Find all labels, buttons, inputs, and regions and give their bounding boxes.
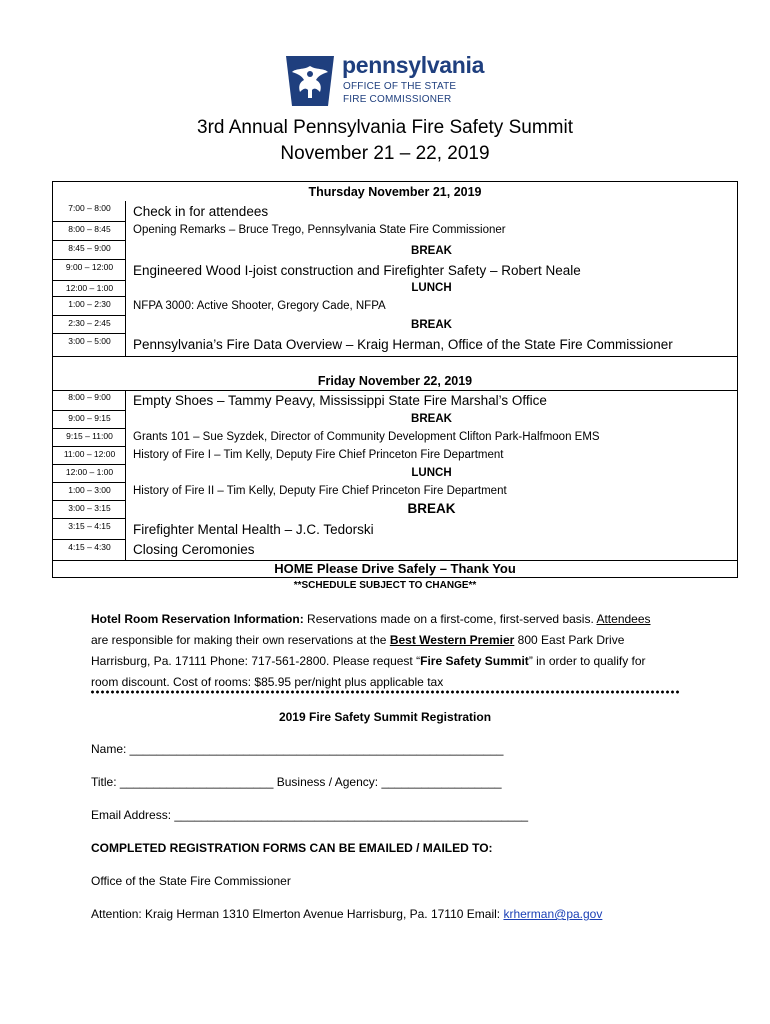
hotel-text: 800 East Park Drive xyxy=(514,633,625,647)
time-text: 3:00 – 3:15 xyxy=(68,503,111,513)
table-row xyxy=(53,281,737,297)
thursday-heading: Thursday November 21, 2019 xyxy=(308,185,482,199)
schedule-note: **SCHEDULE SUBJECT TO CHANGE** xyxy=(293,580,477,591)
logo-subtitle-1: OFFICE OF THE STATE xyxy=(343,81,457,92)
session-text: Check in for attendees xyxy=(133,204,269,219)
attention-text: Attention: Kraig Herman 1310 Elmerton Avenue Harrisburg, Pa. 17110 Email: xyxy=(91,907,504,921)
time-text: 1:00 – 3:00 xyxy=(68,485,111,495)
event-dates: November 21 – 22, 2019 xyxy=(280,143,490,164)
time-cell xyxy=(53,501,126,519)
time-text: 8:00 – 8:45 xyxy=(68,224,111,234)
keystone-eagle-icon xyxy=(284,54,336,108)
logo-subtitle-2: FIRE COMMISSIONER xyxy=(343,94,452,105)
time-cell xyxy=(53,222,126,241)
table-row xyxy=(53,260,737,281)
hotel-text: Reservations made on a first-come, first-served basis. xyxy=(303,612,597,626)
session-text: Firefighter Mental Health – J.C. Tedorski xyxy=(133,522,374,537)
time-cell xyxy=(53,540,126,560)
office-name: Office of the State Fire Commissioner xyxy=(91,874,291,888)
hotel-text: are responsible for making their own reservations at the xyxy=(91,633,390,647)
lunch-label: LUNCH xyxy=(411,467,452,479)
break-label: BREAK xyxy=(411,245,452,257)
table-row xyxy=(53,316,737,334)
request-text: Fire Safety Summit xyxy=(420,654,529,668)
email-field[interactable]: Email Address: _____________________________________________________ xyxy=(91,808,529,822)
table-row xyxy=(53,411,737,429)
time-cell xyxy=(53,316,126,334)
time-text: 12:00 – 1:00 xyxy=(65,283,114,293)
time-text: 11:00 – 12:00 xyxy=(63,449,116,459)
session-text: Engineered Wood I-joist construction and Firefighter Safety – Robert Neale xyxy=(133,263,581,278)
time-cell xyxy=(53,297,126,316)
time-text: 1:00 – 2:30 xyxy=(68,299,111,309)
table-row xyxy=(53,501,737,519)
time-cell xyxy=(53,483,126,501)
registration-heading: 2019 Fire Safety Summit Registration xyxy=(278,710,492,724)
time-text: 8:45 – 9:00 xyxy=(68,243,111,253)
session-text: Empty Shoes – Tammy Peavy, Mississippi State Fire Marshal’s Office xyxy=(133,393,547,408)
time-cell xyxy=(53,429,126,447)
time-text: 9:00 – 9:15 xyxy=(68,413,111,423)
table-row xyxy=(53,334,737,356)
dotted-divider xyxy=(90,690,680,694)
time-text: 4:15 – 4:30 xyxy=(68,542,111,552)
email-link[interactable]: krherman@pa.gov xyxy=(503,907,603,921)
time-text: 2:30 – 2:45 xyxy=(68,318,111,328)
session-text: Pennsylvania’s Fire Data Overview – Kraig Herman, Office of the State Fire Commissioner xyxy=(133,337,673,352)
table-row xyxy=(53,540,737,560)
time-cell xyxy=(53,447,126,465)
schedule-table xyxy=(52,181,738,578)
hotel-text: Harrisburg, Pa. 17111 Phone: 717-561-2800. Please request “ xyxy=(91,654,421,668)
hotel-label: Hotel Room Reservation Information: xyxy=(91,612,304,626)
table-row xyxy=(53,519,737,540)
time-cell xyxy=(53,241,126,260)
friday-heading: Friday November 22, 2019 xyxy=(317,374,473,388)
table-row xyxy=(53,429,737,447)
table-row xyxy=(53,447,737,465)
closing-line: HOME Please Drive Safely – Thank You xyxy=(274,561,516,576)
time-text: 9:15 – 11:00 xyxy=(66,431,113,441)
hotel-info xyxy=(91,609,681,693)
lunch-label: LUNCH xyxy=(411,282,452,294)
break-label: BREAK xyxy=(411,413,452,425)
table-row xyxy=(53,390,737,411)
table-row xyxy=(53,201,737,222)
time-cell xyxy=(53,334,126,356)
session-text: History of Fire II – Tim Kelly, Deputy Fire Chief Princeton Fire Department xyxy=(133,485,507,497)
title-agency-field[interactable]: Title: _______________________ Business / Agency: __________________ xyxy=(91,775,502,789)
time-cell xyxy=(53,260,126,281)
table-row xyxy=(53,297,737,316)
attendees-text: Attendees xyxy=(596,612,651,626)
time-cell xyxy=(53,465,126,483)
page-title: 3rd Annual Pennsylvania Fire Safety Summit xyxy=(197,117,573,138)
time-text: 8:00 – 9:00 xyxy=(68,392,111,402)
hotel-text: room discount. Cost of rooms: $85.95 per/night plus applicable tax xyxy=(91,675,444,689)
session-text: Closing Ceromonies xyxy=(133,542,255,557)
session-text: NFPA 3000: Active Shooter, Gregory Cade, NFPA xyxy=(133,300,386,312)
session-text: History of Fire I – Tim Kelly, Deputy Fire Chief Princeton Fire Department xyxy=(133,449,504,461)
time-cell xyxy=(53,390,126,411)
table-row xyxy=(53,465,737,483)
time-text: 9:00 – 12:00 xyxy=(65,262,114,272)
logo xyxy=(284,54,494,110)
time-cell xyxy=(53,201,126,222)
session-text: Grants 101 – Sue Syzdek, Director of Community Development Clifton Park-Halfmoon EMS xyxy=(133,431,600,443)
session-text: Opening Remarks – Bruce Trego, Pennsylvania State Fire Commissioner xyxy=(133,224,506,236)
hotel-name: Best Western Premier xyxy=(389,633,515,647)
hotel-text: ” in order to qualify for xyxy=(528,654,646,668)
time-cell xyxy=(53,411,126,429)
time-cell xyxy=(53,519,126,540)
logo-name: pennsylvania xyxy=(342,52,485,78)
attention-line xyxy=(91,907,602,921)
name-field[interactable]: Name: ________________________________________________________ xyxy=(91,742,504,756)
time-text: 3:15 – 4:15 xyxy=(68,521,111,531)
time-text: 3:00 – 5:00 xyxy=(68,336,111,346)
time-text: 12:00 – 1:00 xyxy=(65,467,114,477)
break-label: BREAK xyxy=(407,501,456,516)
mail-heading: COMPLETED REGISTRATION FORMS CAN BE EMAILED / MAILED TO: xyxy=(91,841,493,855)
table-row xyxy=(53,241,737,260)
table-row xyxy=(53,222,737,241)
break-label: BREAK xyxy=(411,319,452,331)
time-text: 7:00 – 8:00 xyxy=(68,203,111,213)
table-row xyxy=(53,483,737,501)
section-divider xyxy=(53,356,737,357)
time-cell xyxy=(53,281,126,297)
